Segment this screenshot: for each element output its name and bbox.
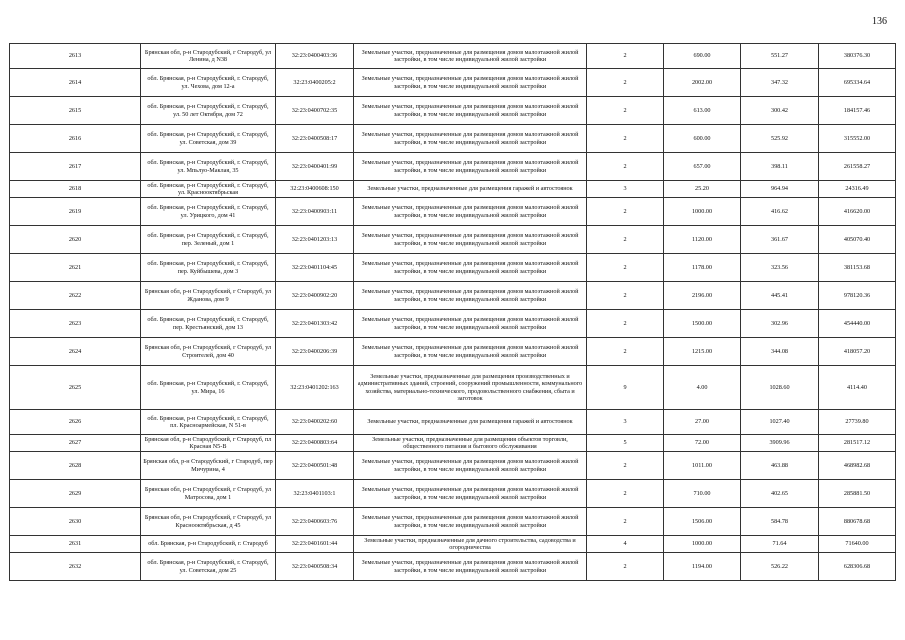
specific-value: 1027.40 [741, 410, 819, 435]
row-number: 2623 [10, 310, 141, 338]
group-number: 5 [587, 435, 664, 452]
group-number: 9 [587, 366, 664, 410]
group-number: 2 [587, 44, 664, 69]
cadastral-number: 32:23:0400206:39 [276, 338, 354, 366]
address-cell: обл. Брянская, р-н Стародубский, г. Стародуб, пл. Красноармейская, N 51-в [141, 410, 276, 435]
cadastral-number: 32:23:0401601:44 [276, 536, 354, 553]
land-use-type: Земельные участки, предназначенные для размещения домов малоэтажной жилой застройки, в том числе индивидуальной жилой застройки [354, 480, 587, 508]
land-use-type: Земельные участки, предназначенные для размещения гаражей и автостоянок [354, 181, 587, 198]
cadastral-value: 184157.46 [819, 97, 896, 125]
cadastral-number: 32:23:0400205:2 [276, 69, 354, 97]
address-cell: обл. Брянская, р-н Стародубский, г. Стародуб, пер. Зеленый, дом 1 [141, 226, 276, 254]
group-number: 2 [587, 553, 664, 581]
area-value: 600.00 [664, 125, 741, 153]
table-row [10, 254, 896, 282]
cadastral-value: 315552.00 [819, 125, 896, 153]
address-cell: обл. Брянская, р-н Стародубский, г. Стародуб, ул. Мпьлуо-Маклая, 35 [141, 153, 276, 181]
table-row [10, 226, 896, 254]
land-use-type: Земельные участки, предназначенные для размещения домов малоэтажной жилой застройки, в том числе индивидуальной жилой застройки [354, 69, 587, 97]
group-number: 2 [587, 310, 664, 338]
address-cell: Брянская обл, р-н Стародубский, г Стародуб, ул Краснооктябрьская, д 45 [141, 508, 276, 536]
cadastral-value: 695334.64 [819, 69, 896, 97]
address-cell: обл. Брянская, р-н Стародубский, г. Стародуб, ул. Мира, 16 [141, 366, 276, 410]
cadastral-value: 628306.68 [819, 553, 896, 581]
cadastral-number: 32:23:0401202:163 [276, 366, 354, 410]
table-row [10, 508, 896, 536]
specific-value: 416.62 [741, 198, 819, 226]
cadastral-number: 32:23:0400902:20 [276, 282, 354, 310]
group-number: 2 [587, 198, 664, 226]
land-use-type: Земельные участки, предназначенные для размещения домов малоэтажной жилой застройки, в том числе индивидуальной жилой застройки [354, 226, 587, 254]
row-number: 2631 [10, 536, 141, 553]
row-number: 2613 [10, 44, 141, 69]
area-value: 27.00 [664, 410, 741, 435]
specific-value: 402.65 [741, 480, 819, 508]
area-value: 690.00 [664, 44, 741, 69]
land-use-type: Земельные участки, предназначенные для размещения домов малоэтажной жилой застройки, в том числе индивидуальной жилой застройки [354, 125, 587, 153]
cadastral-value: 380376.30 [819, 44, 896, 69]
address-cell: Брянская обл, р-н Стародубский, г Стародуб, ул Ленина, д N38 [141, 44, 276, 69]
cadastral-number: 32:23:0400608:150 [276, 181, 354, 198]
table-row [10, 310, 896, 338]
group-number: 3 [587, 181, 664, 198]
cadastral-value: 261558.27 [819, 153, 896, 181]
row-number: 2632 [10, 553, 141, 581]
cadastral-number: 32:23:0400202:60 [276, 410, 354, 435]
area-value: 4.00 [664, 366, 741, 410]
cadastral-value: 418057.20 [819, 338, 896, 366]
specific-value: 463.88 [741, 452, 819, 480]
address-cell: Брянская обл, р-н Стародубский, г Стародуб, пл Красная N5-В [141, 435, 276, 452]
table-row [10, 435, 896, 452]
row-number: 2628 [10, 452, 141, 480]
area-value: 25.20 [664, 181, 741, 198]
group-number: 2 [587, 480, 664, 508]
address-cell: обл. Брянская, р-н Стародубский, г. Стародуб, ул. Советская, дом 39 [141, 125, 276, 153]
land-use-type: Земельные участки, предназначенные для размещения домов малоэтажной жилой застройки, в том числе индивидуальной жилой застройки [354, 254, 587, 282]
row-number: 2629 [10, 480, 141, 508]
area-value: 1178.00 [664, 254, 741, 282]
cadastral-value: 405070.40 [819, 226, 896, 254]
group-number: 2 [587, 508, 664, 536]
group-number: 2 [587, 69, 664, 97]
row-number: 2626 [10, 410, 141, 435]
specific-value: 300.42 [741, 97, 819, 125]
cadastral-value: 454440.00 [819, 310, 896, 338]
specific-value: 3909.96 [741, 435, 819, 452]
specific-value: 344.08 [741, 338, 819, 366]
cadastral-table [9, 43, 896, 581]
cadastral-number: 32:23:0401203:13 [276, 226, 354, 254]
area-value: 1506.00 [664, 508, 741, 536]
land-use-type: Земельные участки, предназначенные для размещения домов малоэтажной жилой застройки, в том числе индивидуальной жилой застройки [354, 508, 587, 536]
cadastral-value: 285881.50 [819, 480, 896, 508]
land-use-type: Земельные участки, предназначенные для размещения домов малоэтажной жилой застройки, в том числе индивидуальной жилой застройки [354, 553, 587, 581]
land-use-type: Земельные участки, предназначенные для размещения домов малоэтажной жилой застройки, в том числе индивидуальной жилой застройки [354, 452, 587, 480]
cadastral-value: 468982.68 [819, 452, 896, 480]
group-number: 2 [587, 452, 664, 480]
specific-value: 71.64 [741, 536, 819, 553]
land-use-type: Земельные участки, предназначенные для размещения домов малоэтажной жилой застройки, в том числе индивидуальной жилой застройки [354, 282, 587, 310]
table-row [10, 44, 896, 69]
table-row [10, 69, 896, 97]
land-use-type: Земельные участки, предназначенные для размещения домов малоэтажной жилой застройки, в том числе индивидуальной жилой застройки [354, 44, 587, 69]
specific-value: 445.41 [741, 282, 819, 310]
cadastral-number: 32:23:0400403:36 [276, 44, 354, 69]
area-value: 1000.00 [664, 536, 741, 553]
table-row [10, 452, 896, 480]
cadastral-number: 32:23:0400903:11 [276, 198, 354, 226]
group-number: 2 [587, 338, 664, 366]
page-number: 136 [872, 16, 887, 27]
area-value: 2002.00 [664, 69, 741, 97]
group-number: 4 [587, 536, 664, 553]
cadastral-number: 32:23:0401303:42 [276, 310, 354, 338]
cadastral-number: 32:23:0400803:64 [276, 435, 354, 452]
specific-value: 347.32 [741, 69, 819, 97]
land-use-type: Земельные участки, предназначенные для размещения домов малоэтажной жилой застройки, в том числе индивидуальной жилой застройки [354, 97, 587, 125]
address-cell: Брянская обл, р-н Стародубский, г Стародуб, ул Жданова, дом 9 [141, 282, 276, 310]
row-number: 2622 [10, 282, 141, 310]
row-number: 2615 [10, 97, 141, 125]
address-cell: Брянская обл, р-н Стародубский, г Стародуб, пер Мичурина, 4 [141, 452, 276, 480]
cadastral-value: 24316.49 [819, 181, 896, 198]
address-cell: обл. Брянская, р-н Стародубский, г. Стародуб, пер. Куйбышева, дом 3 [141, 254, 276, 282]
cadastral-number: 32:23:0401103:1 [276, 480, 354, 508]
address-cell: обл. Брянская, р-н Стародубский, г. Стародуб, ул. Краснооктябрьская [141, 181, 276, 198]
cadastral-number: 32:23:0400603:76 [276, 508, 354, 536]
area-value: 657.00 [664, 153, 741, 181]
specific-value: 398.11 [741, 153, 819, 181]
land-use-type: Земельные участки, предназначенные для размещения гаражей и автостоянок [354, 410, 587, 435]
address-cell: Брянская обл, р-н Стародубский, г Стародуб, ул Строителей, дом 40 [141, 338, 276, 366]
table-row [10, 366, 896, 410]
table-row [10, 97, 896, 125]
specific-value: 361.67 [741, 226, 819, 254]
row-number: 2621 [10, 254, 141, 282]
cadastral-value: 880678.68 [819, 508, 896, 536]
land-use-type: Земельные участки, предназначенные для дачного строительства, садоводства и огородничества [354, 536, 587, 553]
table-row [10, 410, 896, 435]
table-row [10, 282, 896, 310]
address-cell: обл. Брянская, р-н Стародубский, г. Стародуб [141, 536, 276, 553]
area-value: 1011.00 [664, 452, 741, 480]
table-row [10, 553, 896, 581]
group-number: 2 [587, 153, 664, 181]
group-number: 2 [587, 226, 664, 254]
table-row [10, 536, 896, 553]
cadastral-value: 4114.40 [819, 366, 896, 410]
land-use-type: Земельные участки, предназначенные для размещения домов малоэтажной жилой застройки, в том числе индивидуальной жилой застройки [354, 153, 587, 181]
cadastral-number: 32:23:0400702:35 [276, 97, 354, 125]
cadastral-value: 381153.68 [819, 254, 896, 282]
land-use-type: Земельные участки, предназначенные для размещения домов малоэтажной жилой застройки, в том числе индивидуальной жилой застройки [354, 338, 587, 366]
group-number: 2 [587, 125, 664, 153]
specific-value: 551.27 [741, 44, 819, 69]
area-value: 1000.00 [664, 198, 741, 226]
cadastral-number: 32:23:0400401:99 [276, 153, 354, 181]
row-number: 2624 [10, 338, 141, 366]
area-value: 1194.00 [664, 553, 741, 581]
area-value: 1500.00 [664, 310, 741, 338]
address-cell: обл. Брянская, р-н Стародубский, г. Стародуб, ул. Урицкого, дом 41 [141, 198, 276, 226]
specific-value: 302.96 [741, 310, 819, 338]
land-use-type: Земельные участки, предназначенные для размещения производственных и административных зданий, строений, сооружений промышленности, коммунального хозяйства, материально-технического, продовольственного снабжения, сбыта и заготовок [354, 366, 587, 410]
address-cell: обл. Брянская, р-н Стародубский, г. Стародуб, пер. Крестьянский, дом 13 [141, 310, 276, 338]
land-use-type: Земельные участки, предназначенные для размещения объектов торговли, общественного питания и бытового обслуживания [354, 435, 587, 452]
group-number: 2 [587, 254, 664, 282]
table-row [10, 125, 896, 153]
address-cell: обл. Брянская, р-н Стародубский, г. Стародуб, ул. Чехова, дом 12-а [141, 69, 276, 97]
group-number: 3 [587, 410, 664, 435]
specific-value: 964.94 [741, 181, 819, 198]
cadastral-number: 32:23:0400508:34 [276, 553, 354, 581]
cadastral-number: 32:23:0401104:45 [276, 254, 354, 282]
group-number: 2 [587, 282, 664, 310]
area-value: 1120.00 [664, 226, 741, 254]
cadastral-value: 416620.00 [819, 198, 896, 226]
table-row [10, 338, 896, 366]
specific-value: 323.56 [741, 254, 819, 282]
address-cell: обл. Брянская, р-н Стародубский, г. Стародуб, ул. Советская, дом 25 [141, 553, 276, 581]
table-row [10, 181, 896, 198]
address-cell: Брянская обл, р-н Стародубский, г Стародуб, ул Матросова, дом 1 [141, 480, 276, 508]
area-value: 72.00 [664, 435, 741, 452]
area-value: 2196.00 [664, 282, 741, 310]
table-row [10, 198, 896, 226]
land-use-type: Земельные участки, предназначенные для размещения домов малоэтажной жилой застройки, в том числе индивидуальной жилой застройки [354, 198, 587, 226]
row-number: 2620 [10, 226, 141, 254]
row-number: 2614 [10, 69, 141, 97]
row-number: 2616 [10, 125, 141, 153]
address-cell: обл. Брянская, р-н Стародубский, г. Стародуб, ул. 50 лет Октября, дом 72 [141, 97, 276, 125]
cadastral-value: 71640.00 [819, 536, 896, 553]
area-value: 613.00 [664, 97, 741, 125]
cadastral-number: 32:23:0400508:17 [276, 125, 354, 153]
group-number: 2 [587, 97, 664, 125]
cadastral-number: 32:23:0400501:48 [276, 452, 354, 480]
table-row [10, 480, 896, 508]
row-number: 2625 [10, 366, 141, 410]
area-value: 710.00 [664, 480, 741, 508]
cadastral-value: 27739.80 [819, 410, 896, 435]
cadastral-value: 978120.36 [819, 282, 896, 310]
land-use-type: Земельные участки, предназначенные для размещения домов малоэтажной жилой застройки, в том числе индивидуальной жилой застройки [354, 310, 587, 338]
specific-value: 526.22 [741, 553, 819, 581]
row-number: 2617 [10, 153, 141, 181]
specific-value: 584.78 [741, 508, 819, 536]
area-value: 1215.00 [664, 338, 741, 366]
table-row [10, 153, 896, 181]
row-number: 2627 [10, 435, 141, 452]
cadastral-value: 281517.12 [819, 435, 896, 452]
row-number: 2619 [10, 198, 141, 226]
row-number: 2618 [10, 181, 141, 198]
row-number: 2630 [10, 508, 141, 536]
specific-value: 525.92 [741, 125, 819, 153]
specific-value: 1028.60 [741, 366, 819, 410]
